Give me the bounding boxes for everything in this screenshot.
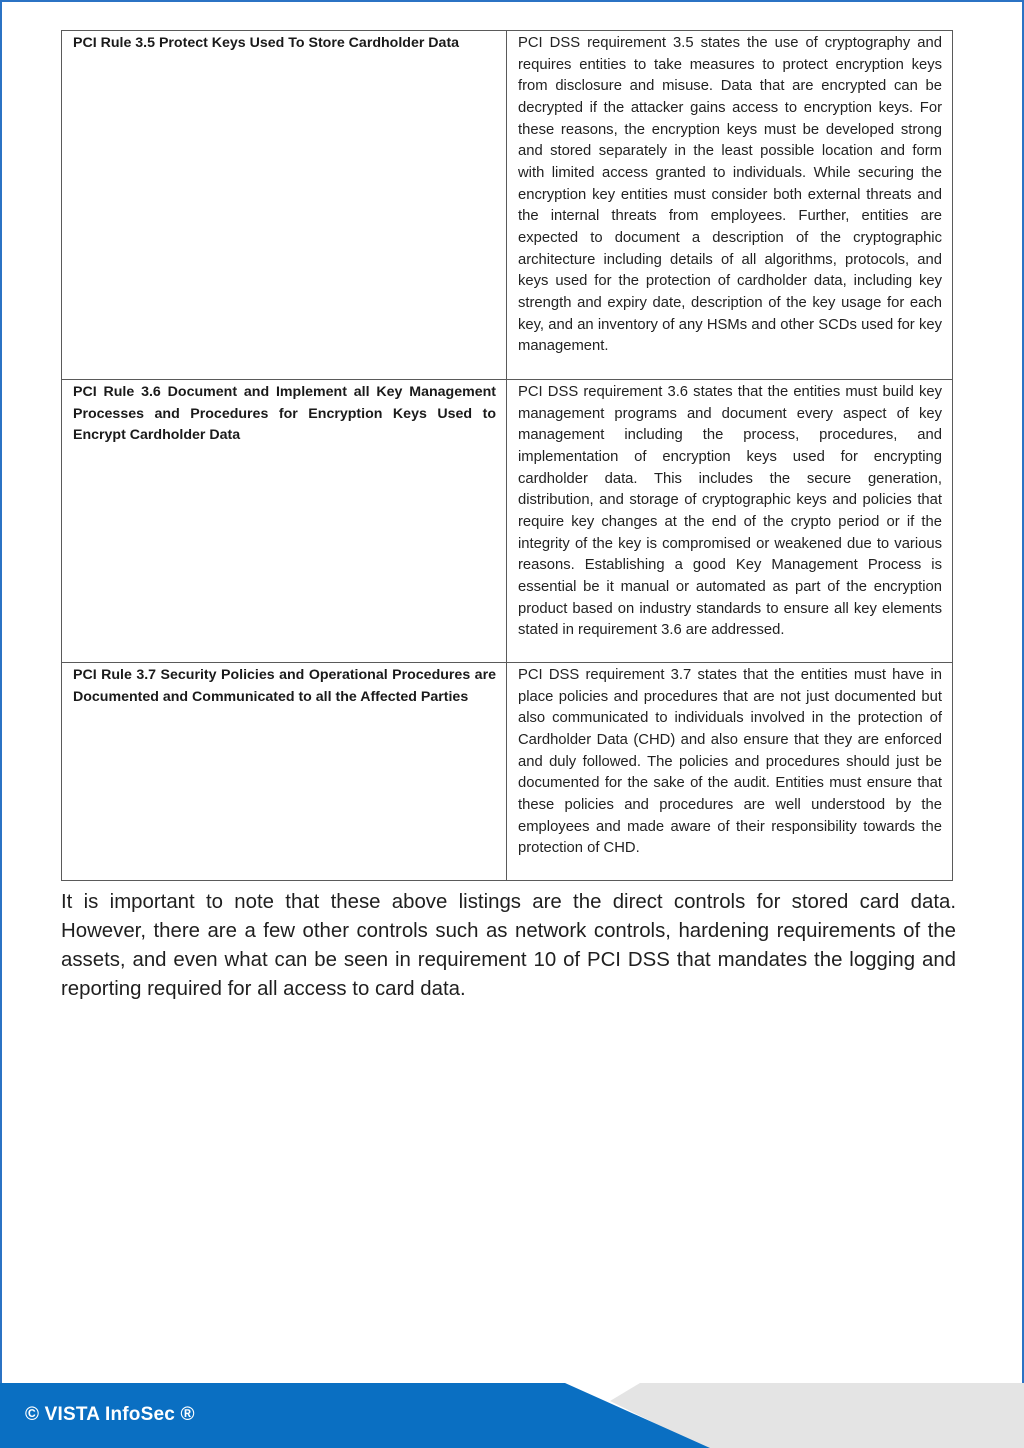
rule-cell <box>62 663 507 881</box>
pci-rules-table <box>61 30 953 881</box>
rule-title: PCI Rule 3.5 Protect Keys Used To Store Cardholder Data <box>73 35 460 51</box>
table-row <box>62 31 953 380</box>
table-row <box>62 663 953 881</box>
rule-description: PCI DSS requirement 3.6 states that the entities must build key management programs and document every aspect of key management including the process, procedures, and implementation of encryption keys used for encrypting cardholder data. This includes the secure generation, distribution, and storage of cryptographic keys and policies that require key changes at the end of the crypto period or if the integrity of the key is compromised or weakened due to various reasons. Establishing a good Key Management Process is essential be it manual or automated as part of the encryption product based on industry standards to ensure all key elements stated in requirement 3.6 are addressed. <box>518 384 942 639</box>
footer-copyright: © VISTA InfoSec ® <box>25 1404 195 1425</box>
description-cell <box>507 380 953 663</box>
rule-description: PCI DSS requirement 3.5 states the use of cryptography and requires entities to take measures to protect encryption keys from disclosure and misuse. Data that are encrypted can be decrypted if the attacker gains access to encryption keys. For these reasons, the encryption keys must be developed strong and stored separately in the least possible location and form with limited access granted to individuals. While securing the encryption key entities must consider both external threats and the internal threats from employees. Further, entities are expected to document a description of the cryptographic architecture including details of all algorithms, protocols, and keys used for the protection of cardholder data, including key strength and expiry date, description of the key usage for each key, and an inventory of any HSMs and other SCDs used for key management. <box>518 35 942 355</box>
rule-title: PCI Rule 3.6 Document and Implement all Key Management Processes and Procedures for Encryption Keys Used to Encrypt Cardholder Data <box>73 384 496 444</box>
rule-description: PCI DSS requirement 3.7 states that the entities must have in place policies and procedures that are not just documented but also communicated to individuals involved in the protection of Cardholder Data (CHD) and also ensure that they are enforced and duly followed. The policies and procedures should just be documented for the sake of the audit. Entities must ensure that these policies and procedures are well understood by the employees and made aware of their responsibility towards the protection of CHD. <box>518 667 942 857</box>
description-cell <box>507 31 953 380</box>
rule-cell <box>62 31 507 380</box>
table-row <box>62 380 953 663</box>
note-paragraph: It is important to note that these above listings are the direct controls for stored card data. However, there are a few other controls such as network controls, hardening requirements of the assets, and even what can be seen in requirement 10 of PCI DSS that mandates the logging and reporting required for all access to card data. <box>61 891 956 1000</box>
description-cell <box>507 663 953 881</box>
rule-cell <box>62 380 507 663</box>
rule-title: PCI Rule 3.7 Security Policies and Operational Procedures are Documented and Communicated to all the Affected Parties <box>73 667 496 705</box>
footer-band <box>0 1383 1024 1448</box>
